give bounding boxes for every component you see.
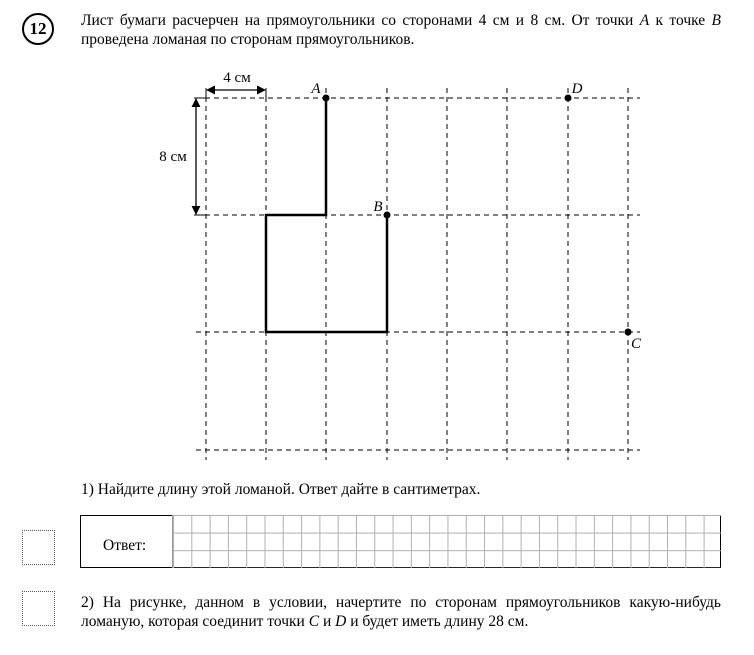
- score-box-2[interactable]: [22, 591, 55, 626]
- point-a-ref: A: [639, 12, 650, 29]
- task-number: 12: [29, 19, 47, 38]
- point-d-label: D: [571, 81, 583, 97]
- point-b: [373, 199, 390, 219]
- task-statement: Лист бумаги расчерчен на прямоугольники со сторонами 4 см и 8 см. От точки A к точке B проведена ломаная по сторонам прямоугольников.: [81, 12, 721, 48]
- width-dimension: [206, 70, 266, 98]
- point-b-ref: B: [711, 12, 721, 29]
- point-a-label: A: [311, 81, 321, 97]
- point-c-label: C: [630, 336, 642, 352]
- answer-label: Ответ:: [103, 537, 147, 554]
- point-d-ref: D: [335, 613, 347, 630]
- width-label: 4 см: [223, 70, 251, 86]
- height-dimension: [159, 98, 206, 215]
- question-2: 2) На рисунке, данном в условии, начертите по сторонам прямоугольников какую-нибудь ломаную, которая соединит точки C и D и будет иметь длину 28 см.: [81, 594, 721, 630]
- score-box-1[interactable]: [22, 530, 55, 565]
- dashed-grid: [196, 88, 640, 460]
- answer-input-grid[interactable]: [172, 515, 721, 568]
- point-c-ref: C: [308, 613, 320, 630]
- height-label: 8 см: [159, 149, 187, 165]
- question-1: 1) Найдите длину этой ломаной. Ответ дайте в сантиметрах.: [81, 481, 481, 498]
- point-b-label: B: [373, 199, 383, 215]
- point-d: [565, 81, 583, 102]
